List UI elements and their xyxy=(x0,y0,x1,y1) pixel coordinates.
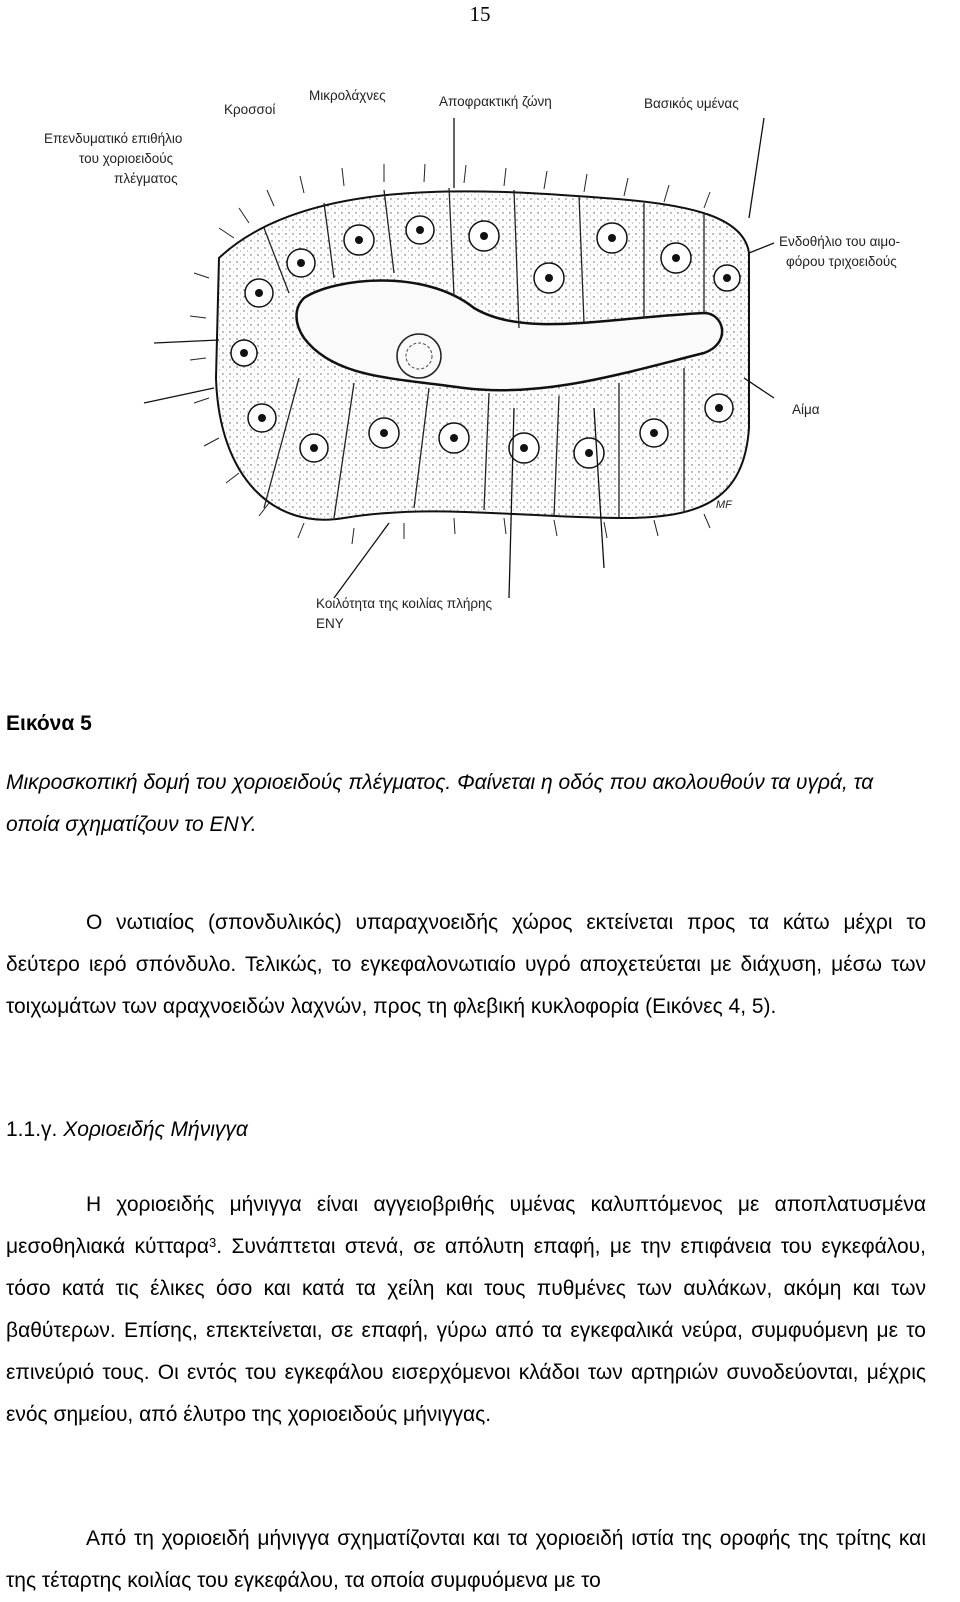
label-basement-membrane: Βασικός υμένας xyxy=(644,96,739,111)
label-tight-junction: Αποφρακτική ζώνη xyxy=(439,94,552,109)
label-cavity-2: ΕΝΥ xyxy=(316,616,344,631)
reference-marker: 3 xyxy=(209,1235,217,1250)
figure-caption-text: Μικροσκοπική δομή του χοριοειδούς πλέγματος. Φαίνεται η οδός που ακολουθούν τα υγρά, τα οποία σχηματίζουν το ΕΝΥ. xyxy=(6,771,874,836)
page-number: 15 xyxy=(469,2,491,26)
paragraph-2-end: . Συνάπτεται στενά, σε απόλυτη επαφή, με την επιφάνεια του εγκεφάλου, τόσο κατά τις έλικες όσο και κατά τα χείλη και τους πυθμένες των αυλάκων, ακόμη και των βαθύτερων. Επίσης, επεκτείνεται, σε επαφή, γύρω από τα εγκεφαλικά νεύρα, συμφυόμενη με το επινεύριό τους. Οι εντός του εγκεφάλου εισερχόμενοι κλάδοι των αρτηριών συνοδεύονται, μέχρις ενός σημείου, από έλυτρο της χοριοειδούς μήνιγγας. xyxy=(6,1235,926,1426)
illustrator-signature: MF xyxy=(716,499,732,511)
section-number: 1.1.γ. xyxy=(6,1118,58,1141)
choroid-plexus-illustration xyxy=(4,78,934,648)
label-ependymal-3: πλέγματος xyxy=(114,171,178,186)
label-ependymal-2: του χοριοειδούς xyxy=(79,151,174,166)
label-endothelium-1: Ενδοθήλιο του αιμο- xyxy=(779,234,901,249)
label-microvilli: Μικρολάχνες xyxy=(309,88,386,103)
label-cavity-1: Κοιλότητα της κοιλίας πλήρης xyxy=(316,596,493,611)
section-title: Χοριοειδής Μήνιγγα xyxy=(63,1118,248,1141)
section-heading xyxy=(6,1118,248,1142)
paragraph-1: Ο νωτιαίος (σπονδυλικός) υπαραχνοειδής χώρος εκτείνεται προς τα κάτω μέχρι το δεύτερο ιερό σπόνδυλο. Τελικώς, το εγκεφαλονωτιαίο υγρό αποχετεύεται με διάχυση, μέσω των τοιχωμάτων των αραχνοειδών λαχνών, προς τη φλεβική κυκλοφορία (Εικόνες 4, 5). xyxy=(6,911,926,1018)
paragraph-2-start: Η χοριοειδής μήνιγγα είναι αγγειοβριθής υμένας καλυπτόμενος με αποπλατυσμένα μεσοθηλιακά κύτταρα xyxy=(6,1193,926,1258)
label-ependymal-1: Επενδυματικό επιθήλιο xyxy=(44,131,183,146)
label-endothelium-2: φόρου τριχοειδούς xyxy=(786,254,897,269)
paragraph-2 xyxy=(6,1184,926,1436)
paragraph-3: Από τη χοριοειδή μήνιγγα σχηματίζονται και τα χοριοειδή ιστία της οροφής της τρίτης και της τέταρτης κοιλίας του εγκεφάλου, τα οποία συμφυόμενα με το xyxy=(6,1527,926,1592)
label-blood: Αίμα xyxy=(792,402,820,417)
label-fringes: Κροσσοί xyxy=(224,102,276,117)
choroid-plexus-figure xyxy=(4,78,934,648)
figure-caption-title: Εικόνα 5 xyxy=(6,712,92,735)
